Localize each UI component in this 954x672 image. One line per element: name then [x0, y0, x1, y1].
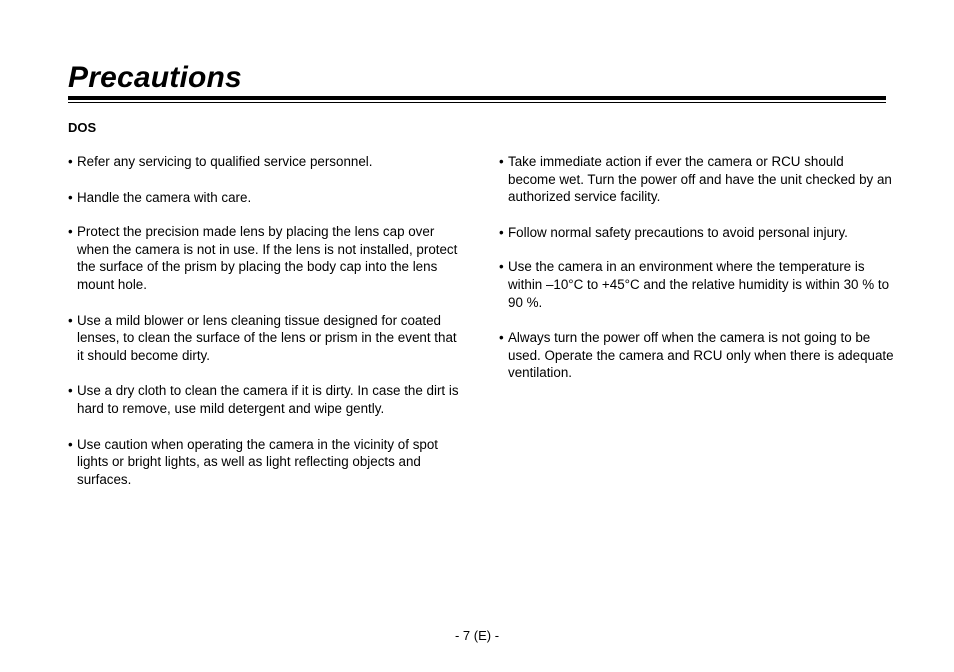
list-item-text: Follow normal safety precautions to avoid personal injury.	[508, 224, 848, 240]
list-item	[68, 382, 463, 417]
list-item-text: Refer any servicing to qualified service personnel.	[77, 154, 373, 169]
list-item	[68, 153, 463, 171]
page-title: Precautions	[68, 61, 242, 94]
list-item-text: Take immediate action if ever the camera or RCU should become wet. Turn the power off and have the unit checked by an authorized service facility.	[508, 154, 892, 205]
bullet-icon: •	[499, 154, 504, 169]
list-item-text: Use a dry cloth to clean the camera if it is dirty. In case the dirt is hard to remove, use mild detergent and wipe gently.	[77, 383, 459, 416]
list-item-text: Always turn the power off when the camera is not going to be used. Operate the camera and RCU only when there is adequate ventilation.	[508, 330, 894, 381]
page-number: - 7 (E) -	[454, 628, 500, 643]
list-item	[499, 153, 894, 206]
list-item	[68, 189, 463, 207]
left-column	[68, 153, 463, 488]
list-item	[68, 223, 463, 293]
list-item-text: Handle the camera with care.	[77, 189, 252, 205]
bullet-icon: •	[68, 312, 73, 328]
section-heading: DOS	[68, 120, 97, 135]
bullet-icon: •	[68, 224, 73, 240]
bullet-icon: •	[499, 259, 504, 275]
title-rule-thin	[68, 102, 886, 103]
list-item	[499, 329, 894, 382]
bullet-icon: •	[68, 189, 73, 205]
bullet-icon: •	[68, 154, 73, 169]
right-column	[499, 153, 894, 382]
list-item-text: Use the camera in an environment where the temperature is within –10°C to +45°C and the relative humidity is within 30 % to 90 %.	[508, 259, 890, 310]
bullet-icon: •	[499, 330, 504, 346]
list-item	[499, 224, 894, 242]
list-item-text: Protect the precision made lens by placing the lens cap over when the camera is not in use. If the lens is not installed, protect the surface of the prism by placing the body cap into the lens mount hole.	[77, 224, 458, 292]
list-item-text: Use a mild blower or lens cleaning tissue designed for coated lenses, to clean the surface of the lens or prism in the event that it should become dirty.	[77, 312, 457, 363]
bullet-icon: •	[68, 436, 73, 452]
bullet-icon: •	[68, 383, 73, 399]
list-item	[68, 436, 463, 489]
list-item-text: Use caution when operating the camera in the vicinity of spot lights or bright lights, as well as light reflecting objects and surfaces.	[77, 436, 439, 487]
title-rule-thick	[68, 96, 886, 100]
list-item	[68, 312, 463, 365]
bullet-icon: •	[499, 224, 504, 240]
list-item	[499, 258, 894, 311]
